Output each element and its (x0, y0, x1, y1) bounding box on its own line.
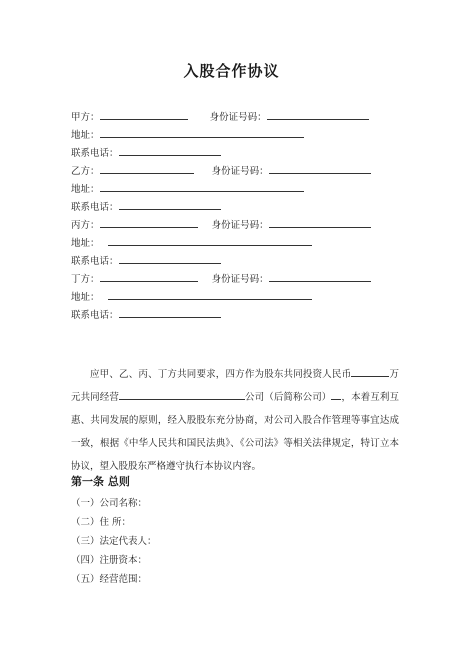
preamble-text-4: ，本着互利互惠、共同发展的原则，经入股股东充分协商，对公司入股合作管理等事宜达成一致，根据《中华人民共和国民法典》、《公司法》等相关法律规定，特订立本协议，望入股股东严格遵守执行本协议内容。 (71, 392, 399, 472)
preamble-paragraph (71, 363, 399, 478)
party-d-label: 丁方： (71, 274, 100, 285)
party-c-label: 丙方： (71, 220, 100, 231)
party-d-name-blank[interactable] (100, 272, 198, 282)
party-b-address-label: 地址： (71, 184, 100, 195)
party-d-id-blank[interactable] (269, 272, 371, 282)
party-b-phone-label: 联系电话： (71, 202, 119, 213)
party-b-name-blank[interactable] (100, 164, 194, 174)
party-b-address-blank[interactable] (100, 182, 304, 192)
party-a-address-label: 地址： (71, 130, 100, 141)
party-d-address-blank[interactable] (108, 290, 312, 300)
preamble-text-3: 公司（后简称公司） (244, 392, 332, 403)
investment-amount-blank[interactable] (351, 367, 389, 377)
party-a-label: 甲方： (71, 112, 100, 123)
party-a-phone-row (71, 146, 221, 160)
party-c-phone-blank[interactable] (119, 254, 221, 264)
company-name-blank[interactable] (119, 390, 245, 400)
party-b-phone-row (71, 200, 221, 214)
section-1-item: （四）注册资本： (71, 555, 148, 566)
party-b-id-blank[interactable] (269, 164, 371, 174)
party-d-address-label: 地址： (71, 292, 100, 303)
section-1-item: （一）公司名称： (71, 498, 148, 509)
party-a-id-blank[interactable] (267, 110, 369, 120)
company-abbrev-blank[interactable] (331, 390, 341, 400)
party-b-label: 乙方： (71, 166, 100, 177)
section-1-item: （五）经营范围： (71, 574, 148, 585)
party-a-id-label: 身份证号码： (209, 112, 267, 123)
party-c-address-row (71, 236, 312, 250)
section-1-title: 第一条 总则 (71, 475, 130, 488)
party-d-id-label: 身份证号码： (211, 274, 269, 285)
party-c-phone-label: 联系电话： (71, 256, 119, 267)
party-b-row (71, 164, 371, 178)
party-a-address-row (71, 128, 304, 142)
party-d-phone-label: 联系电话： (71, 310, 119, 321)
party-c-address-blank[interactable] (108, 236, 312, 246)
party-a-address-blank[interactable] (100, 128, 304, 138)
party-a-phone-label: 联系电话： (71, 148, 119, 159)
party-c-id-blank[interactable] (269, 218, 371, 228)
document-title: 入股合作协议 (183, 62, 280, 80)
party-c-name-blank[interactable] (100, 218, 198, 228)
party-c-row (71, 218, 371, 232)
party-a-row (71, 110, 369, 124)
party-b-id-label: 身份证号码： (211, 166, 269, 177)
party-d-phone-blank[interactable] (119, 308, 221, 318)
section-1-item: （二）住 所： (71, 517, 132, 528)
preamble-text-2: 万元共同经营 (71, 369, 399, 403)
party-b-address-row (71, 182, 304, 196)
party-a-phone-blank[interactable] (119, 146, 221, 156)
party-c-address-label: 地址： (71, 238, 100, 249)
party-d-row (71, 272, 371, 286)
party-b-phone-blank[interactable] (119, 200, 221, 210)
party-c-id-label: 身份证号码： (211, 220, 269, 231)
party-d-address-row (71, 290, 312, 304)
party-c-phone-row (71, 254, 221, 268)
party-d-phone-row (71, 308, 221, 322)
party-a-name-blank[interactable] (100, 110, 188, 120)
section-1-item: （三）法定代表人： (71, 536, 157, 547)
preamble-text-1: 应甲、乙、丙、丁方共同要求，四方作为股东共同投资人民币 (90, 369, 352, 380)
